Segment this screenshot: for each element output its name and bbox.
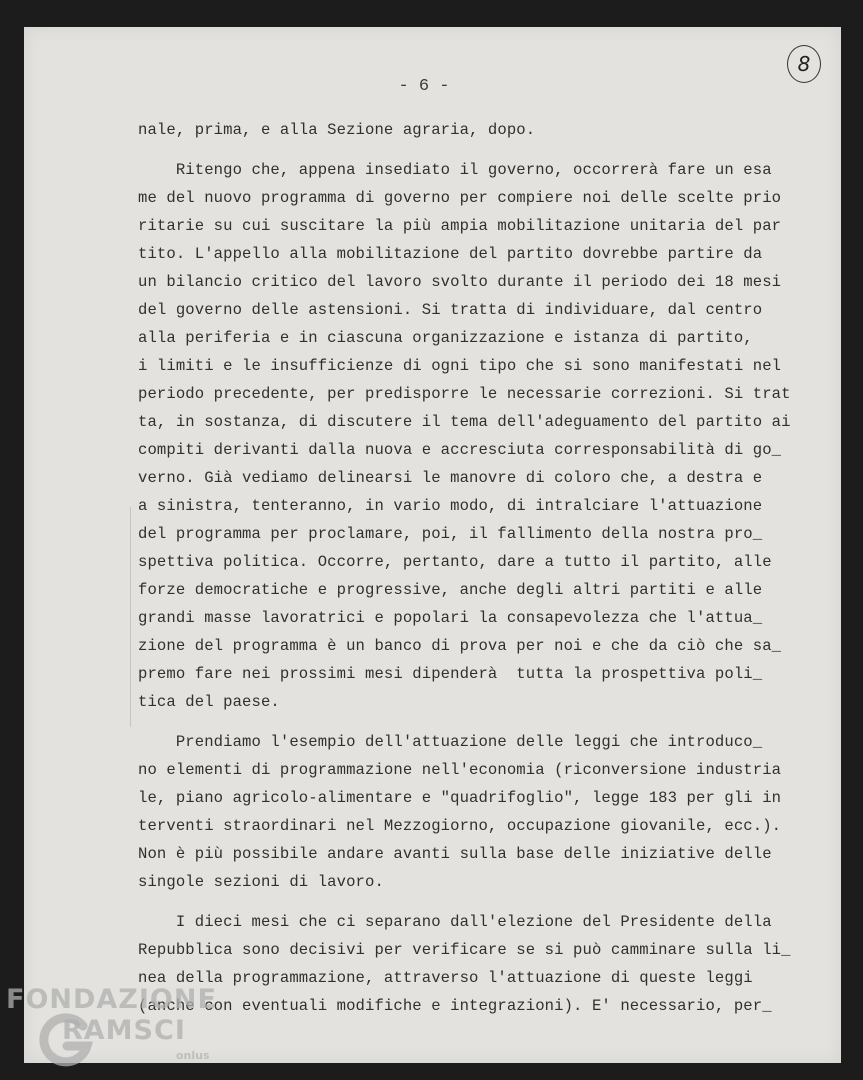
text-line: terventi straordinari nel Mezzogiorno, occupazione giovanile, ecc.). [138, 817, 782, 835]
watermark-line2: RAMSCI [62, 1015, 186, 1046]
folio-number-circled: 8 [787, 45, 821, 83]
paragraph-gap [138, 896, 828, 908]
text-line: Repubblica sono decisivi per verificare se si può camminare sulla li_ [138, 941, 791, 959]
text-line: forze democratiche e progressive, anche degli altri partiti e alle [138, 581, 763, 599]
text-line: no elementi di programmazione nell'economia (riconversione industria [138, 761, 782, 779]
text-line: verno. Già vediamo delinearsi le manovre di coloro che, a destra e [138, 469, 763, 487]
text-line: premo fare nei prossimi mesi dipenderà tutta la prospettiva poli_ [138, 665, 763, 683]
text-line: periodo precedente, per predisporre le necessarie correzioni. Si trat [138, 385, 791, 403]
text-line: Non è più possibile andare avanti sulla base delle iniziative delle [138, 845, 772, 863]
text-line: tica del paese. [138, 693, 280, 711]
margin-pencil-line [130, 507, 131, 727]
paragraph-gap [138, 716, 828, 728]
text-line: a sinistra, tenteranno, in vario modo, di intralciare l'attuazione [138, 497, 763, 515]
text-line: un bilancio critico del lavoro svolto durante il periodo dei 18 mesi [138, 273, 782, 291]
watermark-suffix: onlus [176, 1049, 210, 1062]
text-line: spettiva politica. Occorre, pertanto, dare a tutto il partito, alle [138, 553, 772, 571]
text-line: nea della programmazione, attraverso l'attuazione di queste leggi [138, 969, 753, 987]
document-page [24, 27, 841, 1063]
text-line: tito. L'appello alla mobilitazione del partito dovrebbe partire da [138, 245, 763, 263]
text-line: alla periferia e in ciascuna organizzazione e istanza di partito, [138, 329, 753, 347]
text-line: ritarie su cui suscitare la più ampia mobilitazione unitaria del par [138, 217, 782, 235]
text-line: singole sezioni di lavoro. [138, 873, 384, 891]
text-line: del governo delle astensioni. Si tratta di individuare, dal centro [138, 301, 763, 319]
text-line: (anche con eventuali modifiche e integrazioni). E' necessario, per_ [138, 997, 772, 1015]
text-line: grandi masse lavoratrici e popolari la consapevolezza che l'attua_ [138, 609, 763, 627]
text-line: I dieci mesi che ci separano dall'elezione del Presidente della [138, 913, 772, 931]
text-line: i limiti e le insufficienze di ogni tipo che si sono manifestati nel [138, 357, 782, 375]
paragraph-gap [138, 144, 828, 156]
text-line: compiti derivanti dalla nuova e accresciuta corresponsabilità di go_ [138, 441, 782, 459]
text-line: ta, in sostanza, di discutere il tema dell'adeguamento del partito ai [138, 413, 791, 431]
text-line: Ritengo che, appena insediato il governo, occorrerà fare un esa [138, 161, 772, 179]
page-number: - 6 - [398, 77, 450, 96]
archive-watermark [4, 984, 244, 1074]
text-line: del programma per proclamare, poi, il fallimento della nostra pro_ [138, 525, 763, 543]
text-line: Prendiamo l'esempio dell'attuazione delle leggi che introduco_ [138, 733, 763, 751]
typewritten-text [138, 116, 828, 1020]
watermark-line1: FONDAZIONE [6, 984, 217, 1015]
text-line: le, piano agricolo-alimentare e "quadrifoglio", legge 183 per gli in [138, 789, 782, 807]
text-line: zione del programma è un banco di prova per noi e che da ciò che sa_ [138, 637, 782, 655]
text-line: nale, prima, e alla Sezione agraria, dopo. [138, 121, 536, 139]
text-line: me del nuovo programma di governo per compiere noi delle scelte prio [138, 189, 782, 207]
